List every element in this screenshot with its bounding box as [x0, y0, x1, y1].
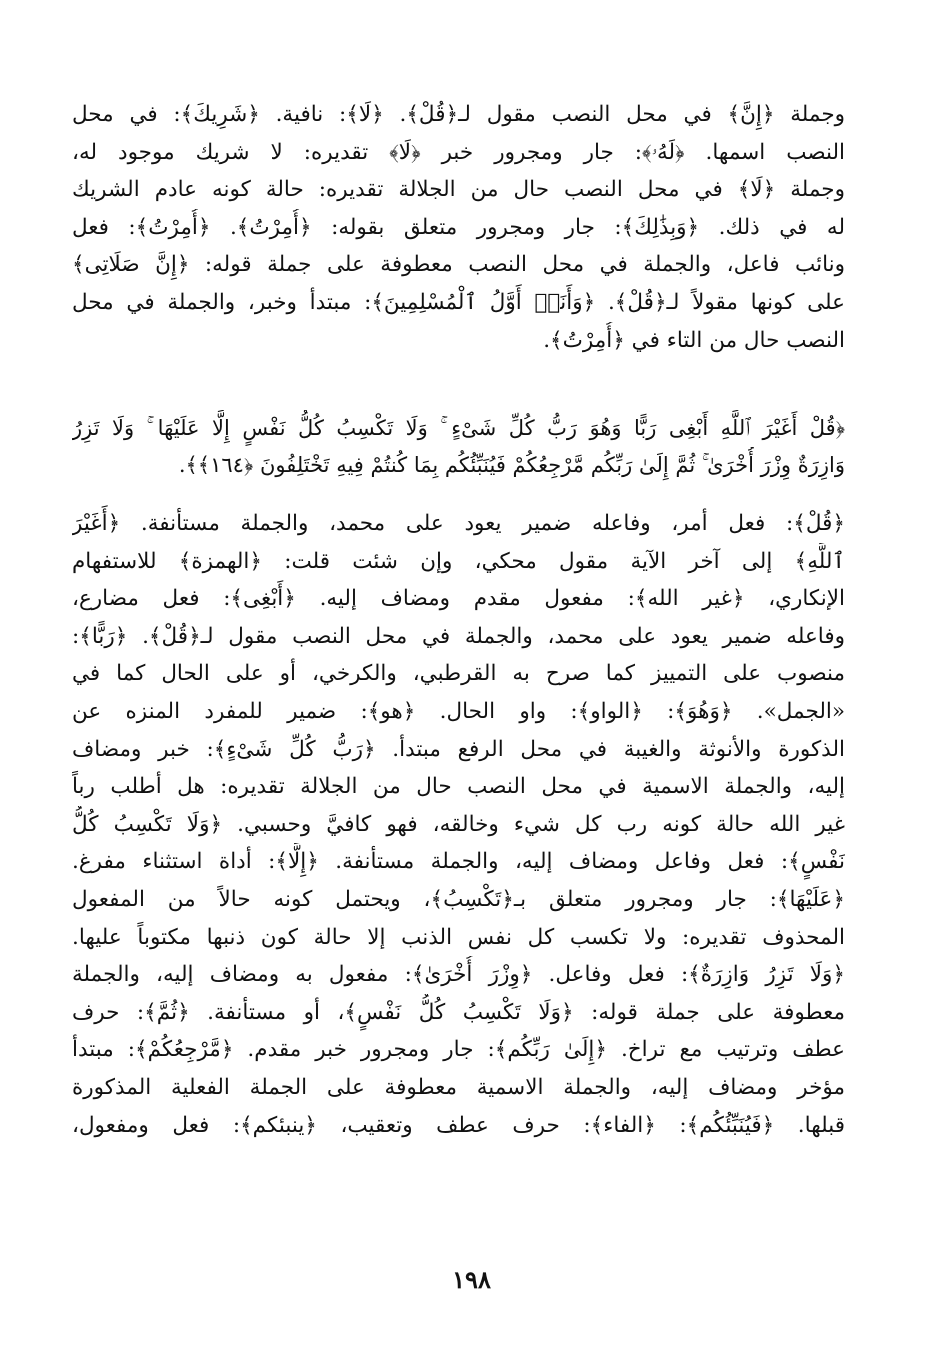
text-line: مؤخر ومضاف إليه، والجملة الاسمية معطوفة على الجملة الفعلية المذكورة: [72, 1074, 845, 1100]
text-line: ونائب فاعل، والجملة في محل النصب معطوفة على جملة قوله: ﴿إِنَّ صَلَاتِى﴾: [72, 252, 845, 278]
text-line: المحذوف تقديره: ولا تكسب كل نفس الذنب إلا حالة كون ذنبها مكتوباً عليها.: [72, 924, 845, 950]
verse-line: ﴿قُلْ أَغَيْرَ ٱللَّهِ أَبْغِى رَبًّا وَهُوَ رَبُّ كُلِّ شَىْءٍ ۚ وَلَا تَكْسِبُ كُلُّ نَفْسٍ إِلَّا عَلَيْهَا ۚ وَلَا تَزِرُ: [72, 416, 845, 440]
text-line: ﴿وَلَا تَزِرُ وَازِرَةٌ﴾: فعل وفاعل. ﴿وِزْرَ أُخْرَىٰ﴾: مفعول به ومضاف إليه، والجملة: [72, 962, 845, 988]
text-line: النصب حال من التاء في ﴿أُمِرْتُ﴾.: [543, 327, 845, 353]
text-line: عطف وترتيب مع تراخ. ﴿إِلَىٰ رَبِّكُم﴾: جار ومجرور خبر مقدم. ﴿مَّرْجِعُكُمْ﴾: مبتدأ: [72, 1037, 845, 1063]
page-number: ١٩٨: [452, 1265, 491, 1294]
paragraph-2: [72, 505, 845, 1144]
verse-line: وَازِرَةٌ وِزْرَ أُخْرَىٰ ۚ ثُمَّ إِلَىٰ رَبِّكُم مَّرْجِعُكُمْ فَيُنَبِّئُكُم بِمَا كُنتُمْ فِيهِ تَخْتَلِفُونَ ﴿١٦٤﴾﴾.: [178, 453, 845, 477]
text-line: غير الله حالة كونه رب كل شيء وخالقه، فهو كافيَّ وحسبي. ﴿وَلَا تَكْسِبُ كُلُّ: [72, 811, 845, 837]
text-line: ﴿قُلْ﴾: فعل أمر، وفاعله ضمير يعود على محمد، والجملة مستأنفة. ﴿أَغَيْرَ: [72, 511, 845, 536]
text-line: الإنكاري، ﴿غير الله﴾: مفعول مقدم ومضاف إليه. ﴿أَبْغِى﴾: فعل مضارع،: [72, 586, 845, 612]
text-line: النصب اسمها. ﴿لَهُۥ﴾: جار ومجرور خبر ﴿لَا﴾ تقديره: لا شريك موجود له،: [72, 139, 845, 165]
paragraph-1: [72, 96, 845, 359]
text-line: إليه، والجملة الاسمية في محل النصب حال من الجلالة تقديره: هل أطلب رباً: [72, 774, 845, 800]
text-line: قبلها. ﴿فَيُنَبِّئُكُم﴾: ﴿الفاء﴾: حرف عطف وتعقيب، ﴿ينبئكم﴾: فعل ومفعول،: [72, 1112, 845, 1138]
text-line: ٱللَّهِ﴾ إلى آخر الآية مقول محكي، وإن شئت قلت: ﴿الهمزة﴾ للاستفهام: [72, 548, 845, 574]
text-line: «الجمل». ﴿وَهُوَ﴾: ﴿الواو﴾: واو الحال. ﴿هو﴾: ضمير للمفرد المنزه عن: [72, 698, 845, 724]
text-line: وفاعله ضمير يعود على محمد، والجملة في محل النصب مقول لـ﴿قُلْ﴾. ﴿رَبًّا﴾:: [72, 623, 845, 649]
text-line: نَفْسٍ﴾: فعل وفاعل ومضاف إليه، والجملة مستأنفة. ﴿إِلَّا﴾: أداة استثناء مفرغ.: [72, 849, 845, 875]
text-line: وجملة ﴿إِنَّ﴾ في محل النصب مقول لـ﴿قُلْ﴾. ﴿لَا﴾: نافية. ﴿شَرِيكَ﴾: في محل: [72, 102, 845, 127]
text-line: وجملة ﴿لَا﴾ في محل النصب حال من الجلالة تقديره: حالة كونه عادم الشريك: [72, 177, 845, 203]
text-line: منصوب على التمييز كما صرح به القرطبي، والكرخي، أو على الحال كما في: [72, 661, 845, 687]
text-line: ﴿عَلَيْهَا﴾: جار ومجرور متعلق بـ﴿تَكْسِبُ﴾، ويحتمل كونه حالاً من المفعول: [72, 886, 845, 912]
text-line: على كونها مقولاً لـ﴿قُلْ﴾. ﴿وَأَنَا۠ أَوَّلُ ٱلْمُسْلِمِينَ﴾: مبتدأ وخبر، والجملة في محل: [72, 289, 845, 315]
text-line: معطوفة على جملة قوله: ﴿وَلَا تَكْسِبُ كُلُّ نَفْسٍ﴾، أو مستأنفة. ﴿ثُمَّ﴾: حرف: [72, 999, 845, 1025]
text-line: له في ذلك. ﴿وَبِذَٰلِكَ﴾: جار ومجرور متعلق بقوله: ﴿أُمِرْتُ﴾. ﴿أُمِرْتُ﴾: فعل: [72, 214, 845, 240]
quran-verse: [72, 410, 845, 484]
text-line: الذكورة والأنوثة والغيبة في محل الرفع مبتدأ. ﴿رَبُّ كُلِّ شَىْءٍ﴾: خبر ومضاف: [72, 736, 845, 762]
